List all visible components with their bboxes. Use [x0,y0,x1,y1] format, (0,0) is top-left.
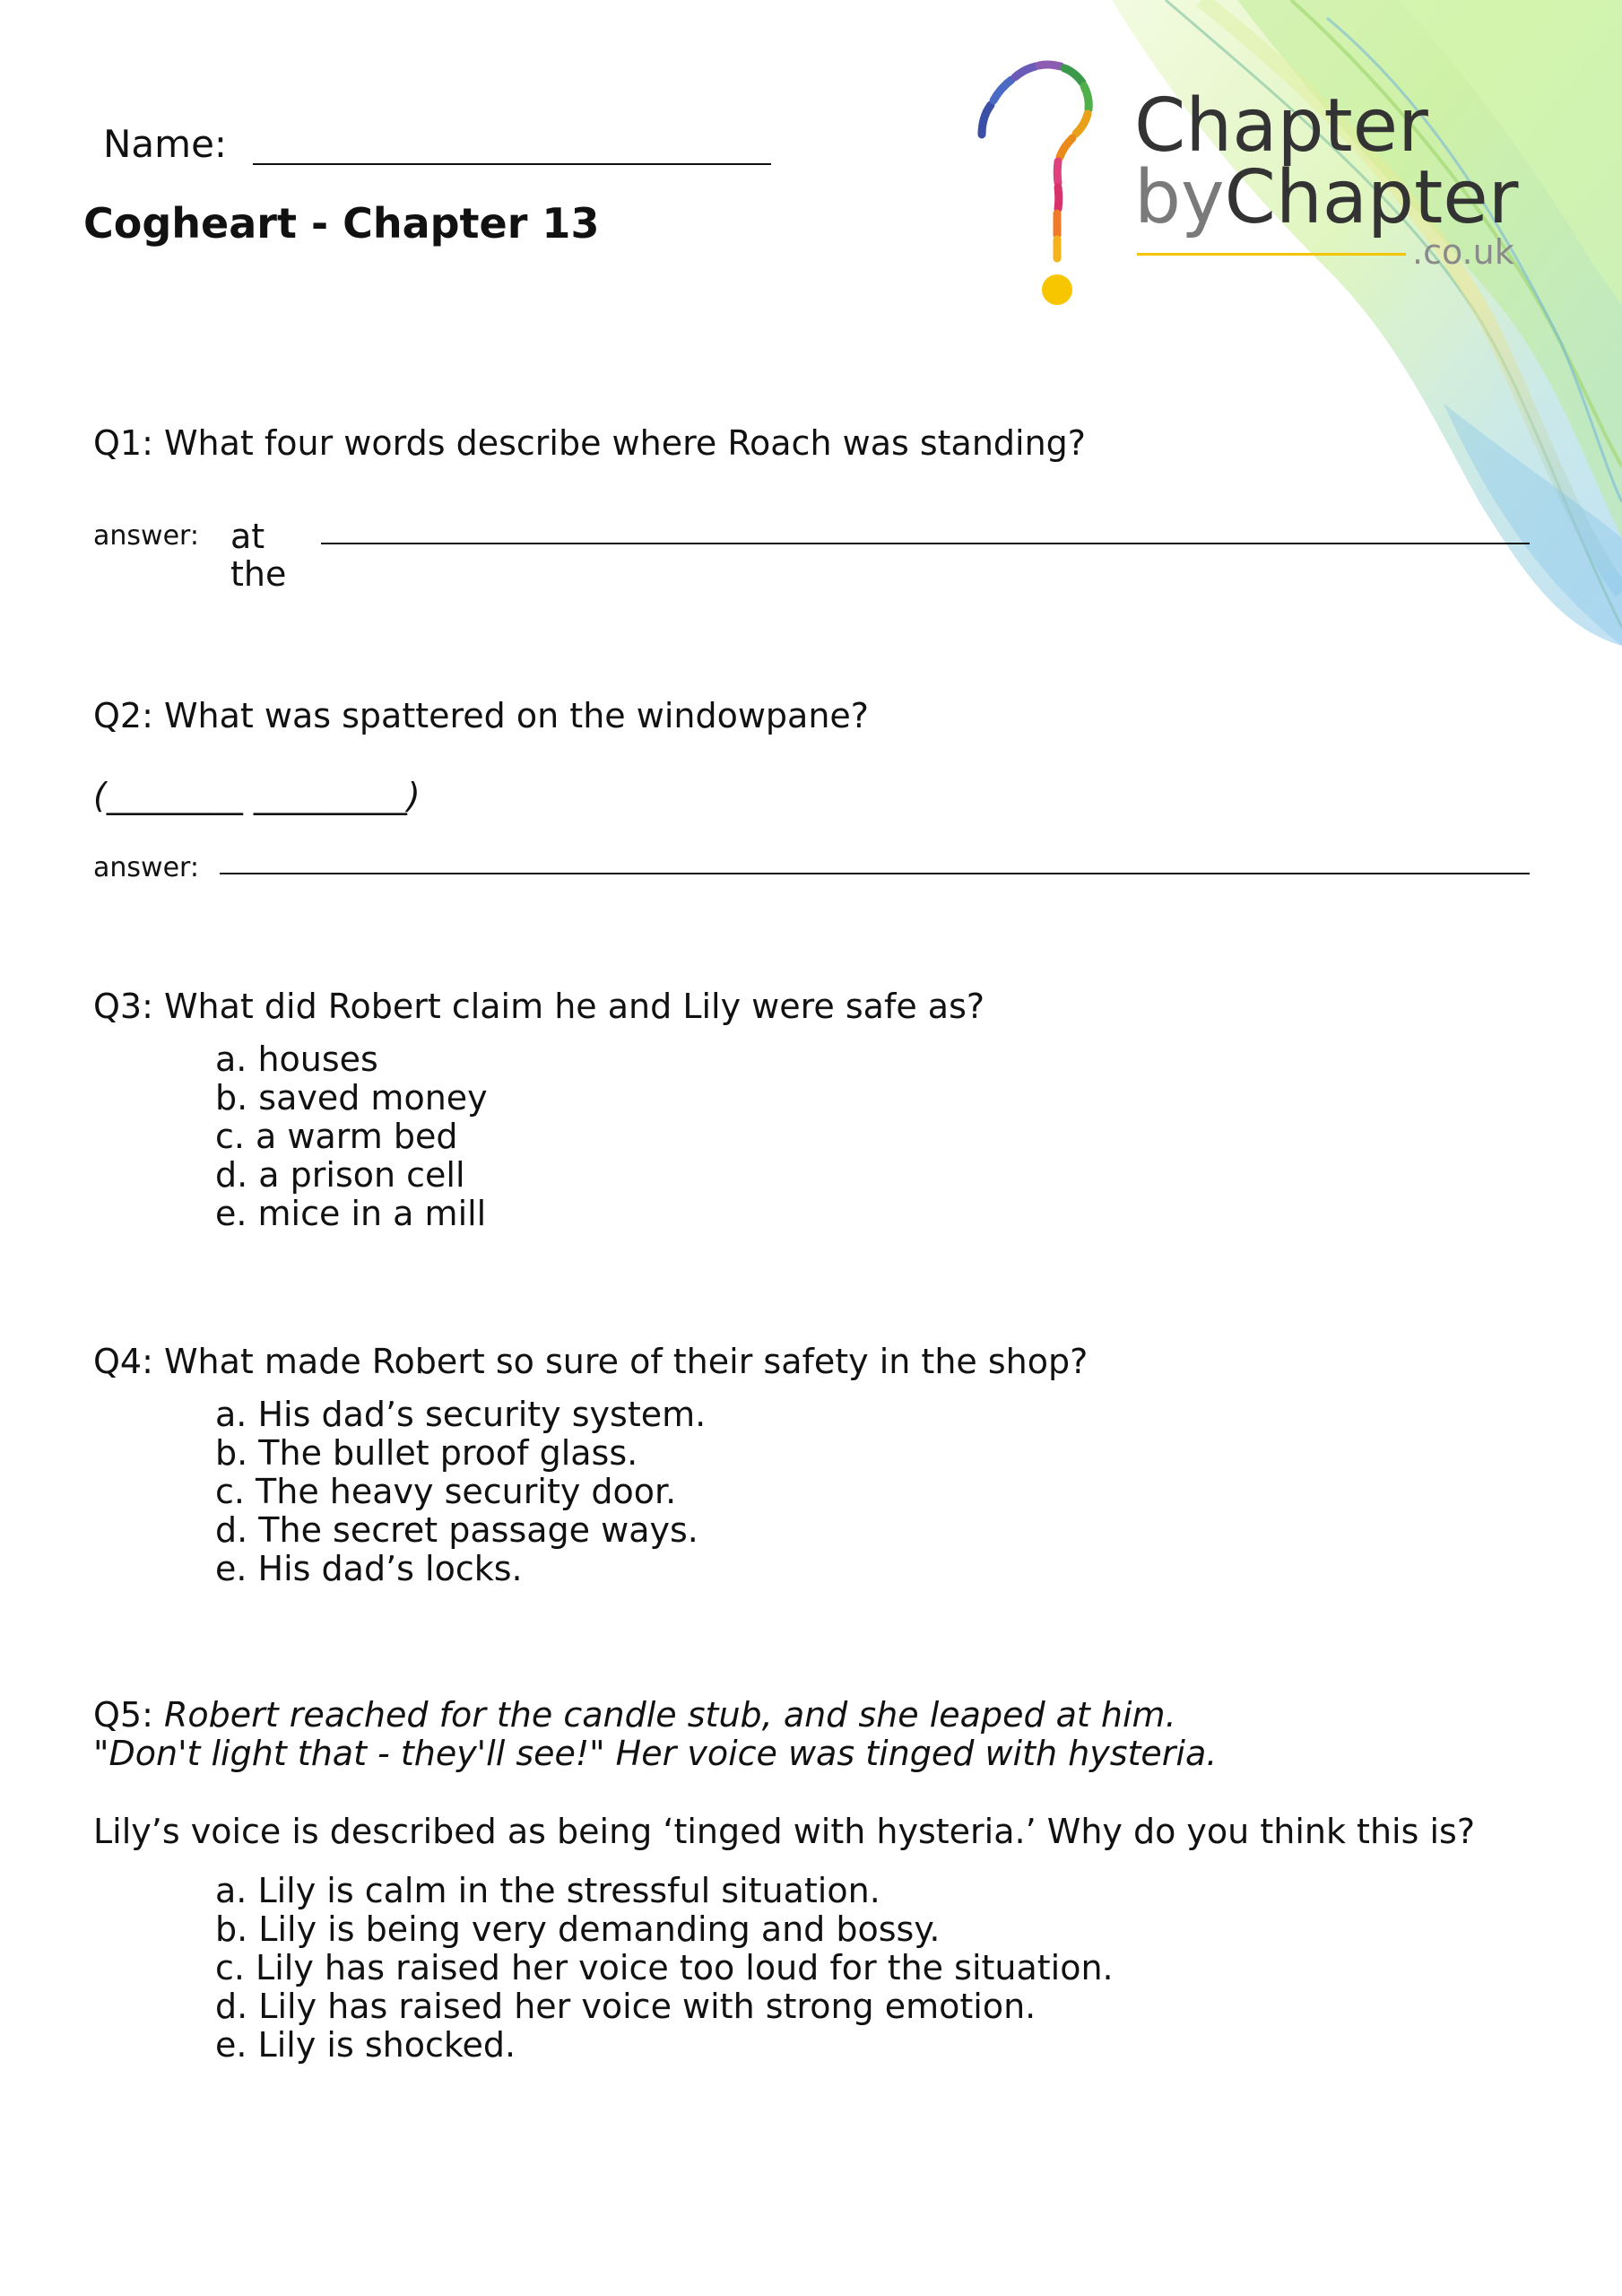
q5-option-d[interactable]: d. Lily has raised her voice with strong emotion. [215,1987,1037,2026]
q2-answer-label: answer: [93,852,199,883]
q3-option-c[interactable]: c. a warm bed [215,1117,458,1156]
q4-option-c[interactable]: c. The heavy security door. [215,1472,677,1511]
logo-line2 [1134,155,1519,240]
q4-option-b[interactable]: b. The bullet proof glass. [215,1433,638,1473]
q4-option-e[interactable]: e. His dad’s locks. [215,1549,523,1588]
question-mark-made-of-books-icon [964,49,1125,309]
q5-option-a[interactable]: a. Lily is calm in the stressful situation. [215,1871,880,1910]
q1-question: Q1: What four words describe where Roach was standing? [93,423,1086,463]
q3-option-e[interactable]: e. mice in a mill [215,1194,487,1233]
q5-option-e[interactable]: e. Lily is shocked. [215,2025,516,2065]
logo-underline [1137,253,1406,256]
q2-question: Q2: What was spattered on the windowpane? [93,696,869,735]
name-field-line[interactable] [253,163,771,165]
q5-option-b[interactable]: b. Lily is being very demanding and bossy. [215,1909,941,1949]
q5-quote-line1 [93,1695,1176,1735]
q1-prefill-line2: the [230,554,287,594]
q5-quote-line2: "Don't light that - they'll see!" Her voice was tinged with hysteria. [93,1734,1218,1773]
q3-option-b[interactable]: b. saved money [215,1078,488,1118]
logo-chapter: Chapter [1224,155,1519,240]
q5-quote-text1: Robert reached for the candle stub, and she leaped at him. [163,1695,1176,1735]
page-title: Cogheart - Chapter 13 [83,199,600,248]
q1-prefill-line1: at [230,517,265,556]
q2-answer-line[interactable] [220,873,1530,874]
q3-question: Q3: What did Robert claim he and Lily were safe as? [93,987,985,1026]
q5-label: Q5: [93,1695,153,1735]
q5-options [215,1872,1114,2065]
logo-domain: .co.uk [1412,232,1514,272]
q3-options [215,1040,488,1233]
q4-option-a[interactable]: a. His dad’s security system. [215,1395,707,1434]
q2-hint: (________ _________) [93,776,421,815]
logo-by: by [1134,155,1225,240]
q3-option-a[interactable]: a. houses [215,1039,378,1079]
q3-option-d[interactable]: d. a prison cell [215,1155,465,1195]
name-label: Name: [103,122,228,166]
q5-option-c[interactable]: c. Lily has raised her voice too loud for the situation. [215,1948,1114,1987]
q4-option-d[interactable]: d. The secret passage ways. [215,1510,698,1550]
q4-options [215,1396,706,1588]
q1-answer-line[interactable] [321,543,1530,544]
q1-answer-label: answer: [93,520,199,552]
logo-line1: Chapter [1134,83,1428,169]
q4-question: Q4: What made Robert so sure of their safety in the shop? [93,1342,1089,1381]
q5-question: Lily’s voice is described as being ‘tinged with hysteria.’ Why do you think this is? [93,1812,1475,1851]
